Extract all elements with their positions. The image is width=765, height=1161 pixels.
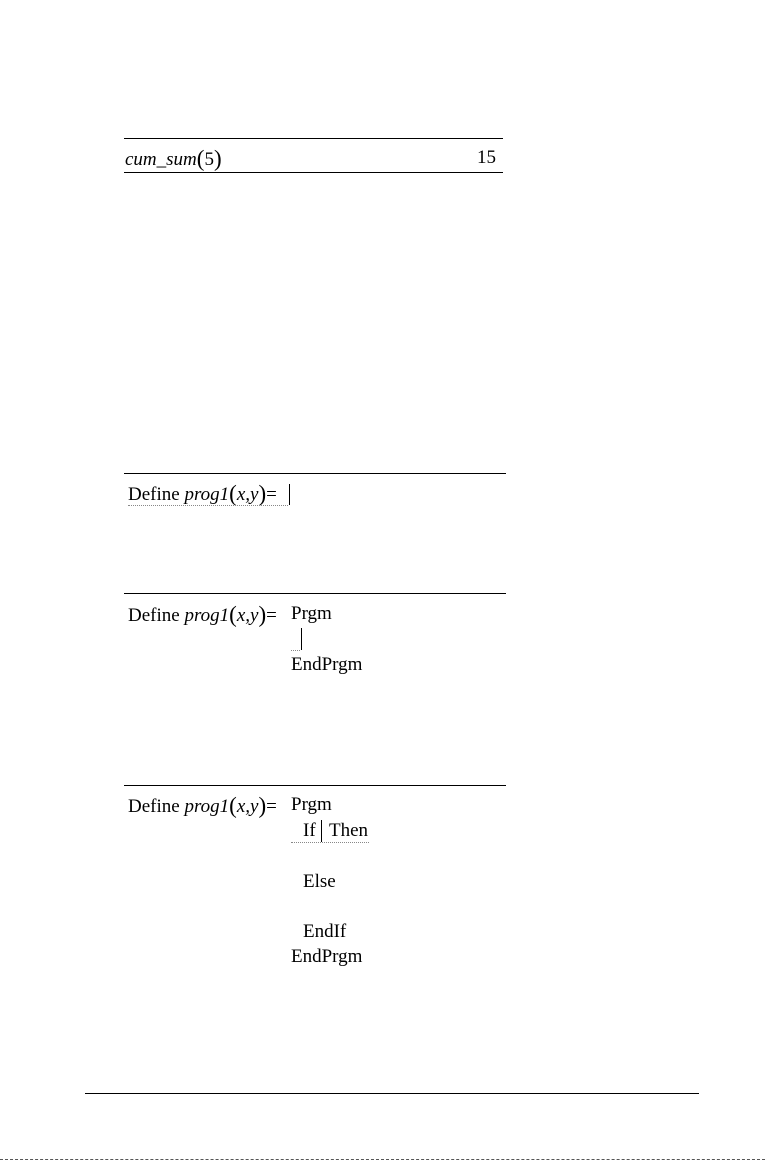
step2-function-name: prog1 [184,605,230,626]
step2-prgm-keyword: Prgm [291,603,332,624]
step2-define-keyword: Define [128,605,180,626]
step3-if-keyword: If [303,820,316,841]
step3-definition [128,794,277,818]
step3-equals: = [266,796,277,817]
step3-function-name: prog1 [184,796,230,817]
step2-close-paren: ) [258,602,267,627]
step3-else-keyword: Else [303,871,336,892]
step3-condition-underline [291,842,369,843]
step1-top-rule [124,473,506,474]
step2-body-placeholder [291,650,300,651]
example1-argument: 5 [204,149,214,170]
step3-then-keyword: Then [329,820,369,841]
step1-define-keyword: Define [128,484,180,505]
step2-text-cursor [301,628,302,650]
example1-bottom-rule [124,172,503,173]
step1-function-name: prog1 [184,484,230,505]
example1-top-rule [124,138,503,139]
footer-rule [85,1093,699,1094]
step1-close-paren: ) [258,481,267,506]
step1-input-underline [128,505,288,506]
step3-endif-keyword: EndIf [303,921,347,942]
step2-top-rule [124,593,506,594]
step3-arguments: x,y [236,796,259,817]
step2-equals: = [266,605,277,626]
example1-close-paren: ) [213,146,222,171]
step2-open-paren: ( [229,602,237,627]
step2-endprgm-keyword: EndPrgm [291,654,363,675]
step3-open-paren: ( [229,793,237,818]
step1-text-cursor [289,484,290,505]
step2-definition [128,603,277,627]
step3-endprgm-keyword: EndPrgm [291,946,363,967]
example1-function-name: cum_sum [125,149,197,170]
step1-open-paren: ( [229,481,237,506]
step2-arguments: x,y [236,605,259,626]
step1-arguments: x,y [236,484,259,505]
example1-expression [125,147,222,171]
example1-result: 15 [477,147,496,168]
step3-prgm-keyword: Prgm [291,794,332,815]
step3-close-paren: ) [258,793,267,818]
step1-definition [128,482,277,506]
step3-text-cursor [321,820,322,842]
example1-open-paren: ( [196,146,205,171]
page-trim-line [0,1159,765,1160]
step1-equals: = [266,484,277,505]
step3-define-keyword: Define [128,796,180,817]
step3-top-rule [124,785,506,786]
